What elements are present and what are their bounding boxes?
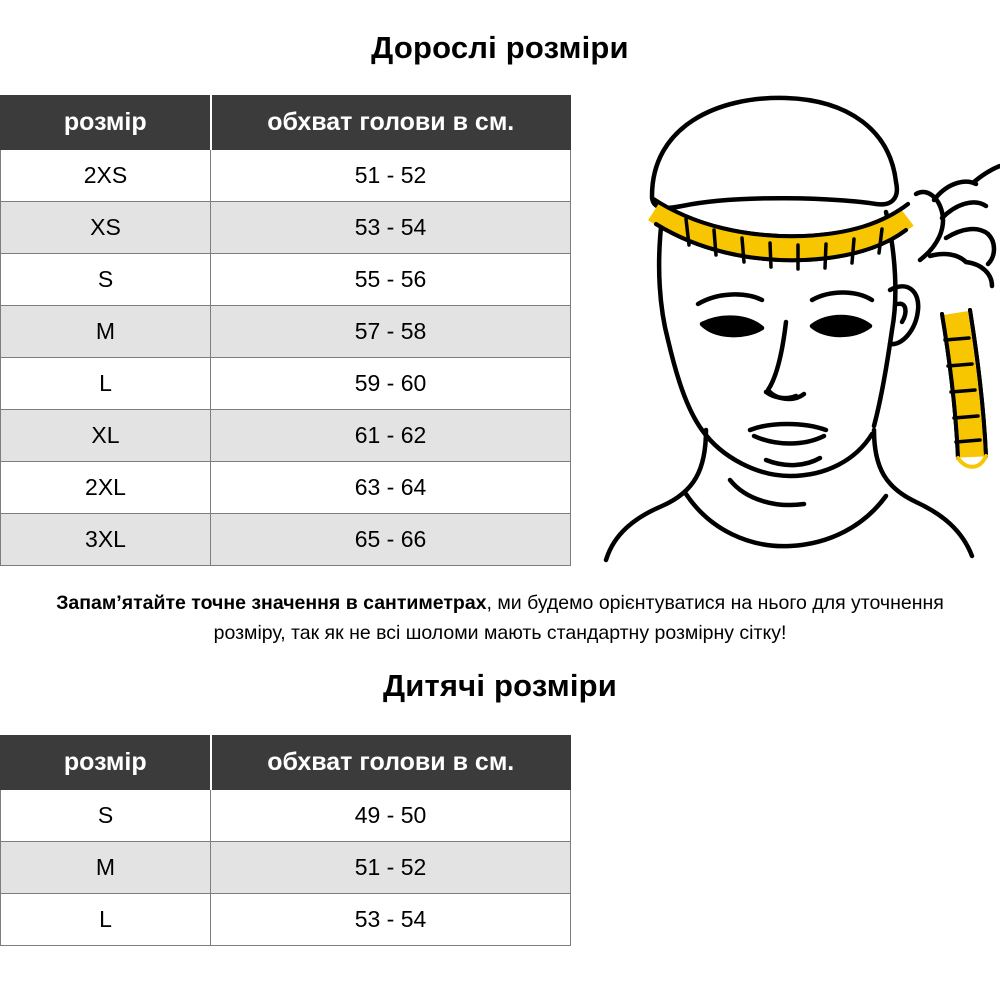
cell-size: S — [1, 790, 211, 842]
cell-size: L — [1, 894, 211, 946]
measurement-note — [18, 588, 982, 648]
table-row — [1, 202, 571, 254]
cell-circumference: 53 - 54 — [211, 202, 571, 254]
cell-size: 2XL — [1, 462, 211, 514]
table-row — [1, 894, 571, 946]
table-header-row — [1, 736, 571, 790]
table-row — [1, 358, 571, 410]
table-row — [1, 254, 571, 306]
column-header-circumference: обхват голови в см. — [211, 96, 571, 150]
cell-size: XS — [1, 202, 211, 254]
cell-circumference: 51 - 52 — [211, 842, 571, 894]
cell-size: M — [1, 842, 211, 894]
table-row — [1, 514, 571, 566]
kids-size-table — [0, 735, 571, 946]
adult-section-title: Дорослі розміри — [371, 30, 629, 65]
column-header-size: розмір — [1, 736, 211, 790]
cell-circumference: 65 - 66 — [211, 514, 571, 566]
note-regular-text: , ми будемо орієнтуватися на нього для уточнення розміру, так як не всі шоломи мають стандартну розмірну сітку! — [213, 592, 944, 644]
cell-circumference: 57 - 58 — [211, 306, 571, 358]
table-row — [1, 462, 571, 514]
cell-circumference: 51 - 52 — [211, 150, 571, 202]
cell-circumference: 49 - 50 — [211, 790, 571, 842]
table-row — [1, 790, 571, 842]
note-bold-text: Запам’ятайте точне значення в сантиметрах — [56, 592, 487, 614]
column-header-circumference: обхват голови в см. — [211, 736, 571, 790]
cell-size: M — [1, 306, 211, 358]
cell-circumference: 63 - 64 — [211, 462, 571, 514]
table-row — [1, 842, 571, 894]
cell-size: XL — [1, 410, 211, 462]
head-measurement-illustration — [590, 78, 1000, 578]
cell-size: 2XS — [1, 150, 211, 202]
cell-size: L — [1, 358, 211, 410]
table-row — [1, 150, 571, 202]
adult-size-table — [0, 95, 571, 566]
table-row — [1, 306, 571, 358]
cell-circumference: 59 - 60 — [211, 358, 571, 410]
cell-circumference: 61 - 62 — [211, 410, 571, 462]
cell-size: 3XL — [1, 514, 211, 566]
cell-circumference: 53 - 54 — [211, 894, 571, 946]
table-header-row — [1, 96, 571, 150]
cell-size: S — [1, 254, 211, 306]
column-header-size: розмір — [1, 96, 211, 150]
table-row — [1, 410, 571, 462]
cell-circumference: 55 - 56 — [211, 254, 571, 306]
kids-section-title: Дитячі розміри — [382, 668, 618, 703]
